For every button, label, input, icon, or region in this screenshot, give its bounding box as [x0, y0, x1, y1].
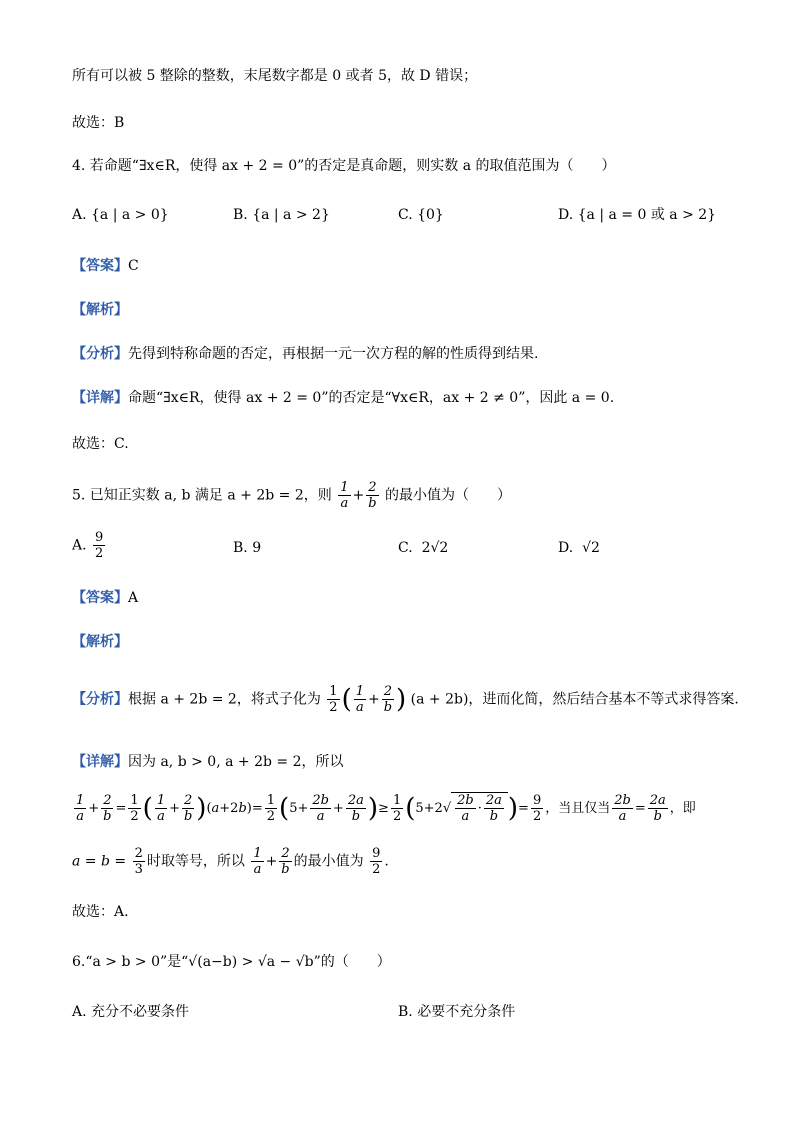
q6-option-b: B. 必要不充分条件	[398, 1004, 516, 1020]
jiexi-tag: 【解析】	[72, 302, 128, 318]
eq2-a: a = b =	[72, 853, 127, 870]
q4-xiangjie	[72, 388, 614, 408]
fenxi-tag: 【分析】	[72, 691, 128, 708]
q4-jiexi	[72, 300, 128, 320]
fenxi-text: 先得到特称命题的否定，再根据一元一次方程的解的性质得到结果.	[128, 346, 539, 362]
option-label: C.	[398, 540, 413, 556]
fenxi-tag: 【分析】	[72, 346, 128, 362]
question-5-stem: 5. 已知正实数 a, b 满足 a + 2b = 2，则 $\frac{1}{a}$ + $\frac{2}{b}$ 的最小值为（ ）	[72, 480, 511, 511]
answer-value: A	[128, 590, 139, 606]
answer-tag: 【答案】	[72, 590, 128, 606]
q4-option-b: B. {a | a > 2}	[233, 207, 330, 223]
question-4-stem: 4. 若命题“∃x∈R，使得 ax + 2 = 0”的否定是真命题，则实数 a 的取值范围为（ ）	[72, 158, 616, 174]
q5-answer	[72, 588, 138, 608]
q5-equation-2: a = b = $\frac{2}{3}$ 时取等号，所以 $\frac{1}{a}$ + $\frac{2}{b}$ 的最小值为 $\frac{9}{2}$ .	[72, 846, 389, 877]
q5-option-a	[72, 530, 107, 561]
q5-option-b: B. 9	[233, 540, 262, 556]
option-label: D.	[558, 540, 574, 556]
q4-option-c: C. {0}	[398, 207, 444, 223]
option-value: √2	[582, 540, 600, 556]
option-value: 2√2	[421, 540, 449, 556]
q5-select: 故选：A.	[72, 904, 129, 920]
answer-value: C	[128, 258, 139, 274]
fraction: $\frac{9}{2}$	[95, 530, 104, 561]
jiexi-tag: 【解析】	[72, 634, 128, 650]
select-line: 故选：B	[72, 115, 125, 131]
xiangjie-tag: 【详解】	[72, 390, 128, 406]
fraction: $\frac{2}{b}$	[368, 480, 377, 511]
q6-option-a: A. 充分不必要条件	[72, 1004, 190, 1020]
eq2-c: 的最小值为	[293, 853, 364, 870]
fenxi-text-a: 根据 a + 2b = 2，将式子化为	[128, 691, 321, 708]
q4-option-d: D. {a | a = 0 或 a > 2}	[558, 207, 717, 223]
question-6-stem: 6.“a > b > 0”是“√(a−b) > √a − √b”的（ ）	[72, 954, 391, 970]
xiangjie-text: 因为 a, b > 0, a + 2b = 2，所以	[128, 754, 344, 770]
q5-fenxi: 【分析】根据 a + 2b = 2，将式子化为 $\frac{1}{2}$ ( $\frac{1}{a}$ + $\frac{2}{b}$ ) (a + 2b)，进而化简，然后结合基本不等式求得答案.	[72, 684, 739, 715]
q4-answer	[72, 256, 139, 276]
text-line: 所有可以被 5 整除的整数，末尾数字都是 0 或者 5，故 D 错误；	[72, 68, 478, 84]
eq-tail: ，当且仅当	[545, 801, 611, 816]
eq-tail-2: ，即	[669, 801, 696, 816]
q4-fenxi	[72, 344, 538, 364]
q4-select: 故选：C.	[72, 436, 129, 452]
q5-option-c	[398, 538, 448, 558]
q4-option-a: A. {a | a > 0}	[72, 207, 169, 223]
q5-option-d	[558, 538, 600, 558]
q5-stem-b: 的最小值为（ ）	[384, 487, 511, 504]
fraction: $\frac{1}{a}$	[355, 684, 365, 715]
answer-tag: 【答案】	[72, 258, 128, 274]
xiangjie-tag: 【详解】	[72, 754, 128, 770]
q5-equation-1: $\frac{1}{a}$ + $\frac{2}{b}$ = $\frac{1}{2}$ ( $\frac{1}{a}$ + $\frac{2}{b}$ )(a+2b)= $\frac{1}{2}$ (5+ $\frac{2b}{a}$ + $\frac{2a}{b}$ )≥ $\frac{1}{2}$ (5+2√ $\frac{2b}{a}$ · $\frac{2a}{b}$ )= $\frac{9}{2}$ ，当且仅当 $\frac{2b}{a}$ = $\frac{2a}{b}$ ，即	[76, 793, 696, 824]
option-label: A.	[72, 537, 87, 554]
eq2-b: 时取等号，所以	[146, 853, 245, 870]
fraction: $\frac{1}{a}$	[340, 480, 349, 511]
xiangjie-text: 命题“∃x∈R，使得 ax + 2 = 0”的否定是“∀x∈R，ax + 2 ≠ 0”，因此 a = 0.	[128, 390, 615, 406]
q5-stem-a: 5. 已知正实数 a, b 满足 a + 2b = 2，则	[72, 487, 332, 504]
q5-jiexi	[72, 632, 128, 652]
q5-xiangjie	[72, 752, 343, 772]
fraction: $\frac{1}{2}$	[329, 684, 338, 715]
fraction: $\frac{2}{b}$	[383, 684, 393, 715]
fenxi-text-b: (a + 2b)，进而化简，然后结合基本不等式求得答案.	[410, 691, 739, 708]
